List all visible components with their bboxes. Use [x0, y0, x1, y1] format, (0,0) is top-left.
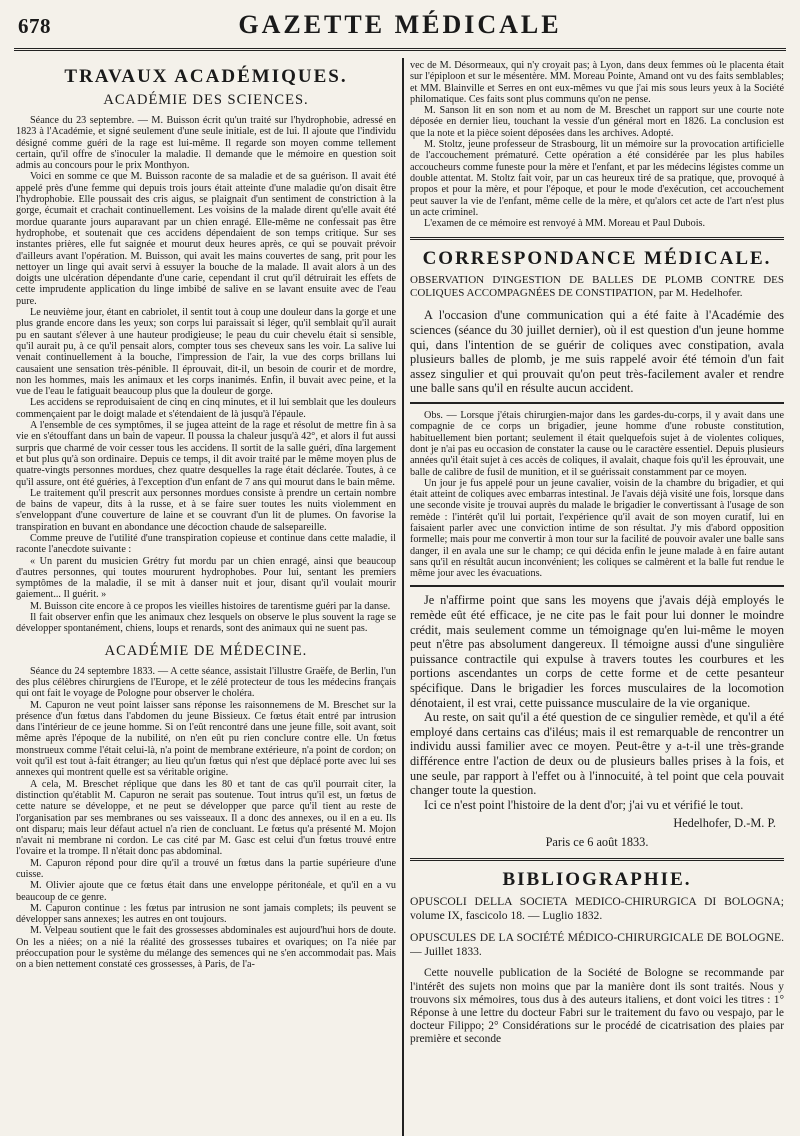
medecine-paragraph: M. Capuron continue : les fœtus par intrusion ne sont jamais complets; ils peuvent se développer sans annexes; les autres en ont toujours. [16, 902, 396, 926]
medecine-paragraph: M. Capuron répond pour dire qu'il a trouvé un fœtus dans la partie supérieure d'une cuisse. [16, 857, 396, 880]
conclusion-paragraph: Au reste, on sait qu'il a été question de ce singulier remède, et qu'il a été employé dans certains cas d'iléus; mais il est remarquable de rencontrer un individu aussi familier avec ce moyen. Peut-être y a-t-il une très-grande différence entre l'action de deux ou de plusieurs balles prises à la fois, et une seule, par rapport à l'effet ou à l'innocuité, à tel point que cela pouvait changer toute la question. [410, 710, 784, 798]
correspondance-subtitle: OBSERVATION D'INGESTION DE BALLES DE PLOMB CONTRE DES COLIQUES ACCOMPAGNÉES DE CONSTIPATION, par M. Hedelhofer. [410, 274, 784, 300]
continued-paragraph: L'examen de ce mémoire est renvoyé à MM. Moreau et Paul Dubois. [424, 218, 706, 230]
observation-paragraph: Obs. — Lorsque j'étais chirurgien-major dans les gardes-du-corps, il y avait dans une compagnie de ce corps un brigadier, jeune homme d'une robuste constitution, habituellement bien portant; seulement il était quelquefois sujet à de violentes coliques, dont je n'ai pas eu occasion de constater la cause ou le caractère essentiel. Depuis plusieurs années qu'il était sujet à ces accès de coliques, il avalait, chaque fois qu'il les éprouvait, une balle de calibre de fusil de munition, et il se guérissait constamment par ce moyen. [410, 410, 784, 478]
section-rule [410, 237, 784, 240]
sciences-paragraph: Séance du 23 septembre. — M. Buisson écrit qu'un traité sur l'hydrophobie, adressé en 1823 à l'Académie, et signé seulement d'une seule initiale, est de lui. Il ajoute que l'individu désigné comme guéri de la rage est lui-même. Il regarde son moyen comme tellement certain, qu'il offre de s'inoculer la maladie. Il demande que le mémoire en question soit admis au concours pour le prix Monthyon. [16, 115, 396, 172]
observation-rule [410, 585, 784, 587]
correspondance-intro: A l'occasion d'une communication qui a été faite à l'Académie des sciences (séance du 30 juillet dernier), où il est question d'un jeune homme qui, dans l'intention de se guérir de coliques avec constipation, avala plusieurs balles de plomb, je me suis rappelé avoir été témoin d'un fait assez singulier et qui prouvait qu'on peut très-facilement avaler et rendre une balle sans qu'il en résulte aucun accident. [410, 308, 784, 396]
place-date: Paris ce 6 août 1833. [545, 835, 649, 850]
sciences-paragraph: Il fait observer enfin que les animaux chez lesquels on observe le plus souvent la rage se développer spontanément, chiens, loups et renards, sont des animaux qui ne suent pas. [16, 612, 396, 635]
page-number: 678 [18, 14, 51, 38]
section-rule [410, 858, 784, 861]
sciences-paragraph: A l'ensemble de ces symptômes, il se jugea atteint de la rage et résolut de mettre fin à sa vie en s'étouffant dans un bain de vapeur. Il poussa la chaleur jusqu'à 42°, et alors il fut aussi surpris que charmé de voir cesser tous les accidens. Il sortit de la salle guéri, dîna largement et but plus qu'à son ordinaire. Depuis ce temps, il dit avoir traité par le même moyen plus de quatre-vingts personnes mordues, chez quatre desquelles la rage était déclarée. Toutes, à ce qu'il assure, ont été guéries, à l'exception d'un enfant de 7 ans qui mourut dans le bain même. [16, 420, 396, 488]
sciences-paragraph: Le neuvième jour, étant en cabriolet, il sentit tout à coup une douleur dans la gorge et une plus grande encore dans les yeux; son corps lui paraissait si léger, qu'il semblait qu'il aurait pu en sautant s'élever à une hauteur prodigieuse; le peau du cuir chevelu était si sensible, qu'il aurait pu, à ce qu'il pensait alors, compter tous ses cheveux sans les voir. La salive lui venait continuellement à la bouche, l'impression de l'air, la vue des corps brillans lui causaient une sensation très-pénible. Il éprouvait, dit-il, un besoin de courir et de mordre, non les hommes, mais les animaux et les corps inanimés. Enfin, il buvait avec peine, et la vue de l'eau le fatiguait beaucoup plus que la douleur de gorge. [16, 307, 396, 398]
subsection-title-medecine: ACADÉMIE DE MÉDECINE. [104, 642, 308, 659]
sciences-paragraph: Les accidens se reproduisaient de cinq en cinq minutes, et il lui semblait que les douleurs commençaient par le doigt malade et s'étendaient de là jusqu'à l'épaule. [16, 397, 396, 420]
continued-paragraph: M. Sanson lit en son nom et au nom de M. Breschet un rapport sur une courte note déposée en dernier lieu, touchant la vessie d'un général mort en 1826. La conclusion est que la note et la pièce soient déposées dans les archives. Adopté. [410, 105, 784, 139]
conclusion-paragraph: Je n'affirme point que sans les moyens que j'avais déjà employés le remède eût été efficace, je ne cite pas le fait pour lui donner le moindre crédit, mais seulement comme un témoignage qu'en lui-même le moyen peut n'être pas absolument dangereux. Il témoigne aussi d'une singulière puissance contractile qui expulse à travers toutes les courbures et les portions ascendantes un corps de cette forme et de cette pesanteur spécifique. Dans le brigadier les forces musculaires de la locomotion dénotaient, il est vrai, cette puissance musculaire de la vie organique. [410, 593, 784, 710]
medecine-paragraph: M. Velpeau soutient que le fait des grossesses abdominales est aujourd'hui hors de doute. On les a niées; on a nié la réalité des grossesses tubaires et ovariques; on l'a niée par préoccupation pour le système du mélange des semences qui ne s'en accommodait pas. Mais on a bien nettement constaté ces grossesses, à Paris, de l'a- [16, 925, 396, 971]
section-title-bibliographie: BIBLIOGRAPHIE. [502, 869, 692, 891]
bibliography-reference: OPUSCOLI DELLA SOCIETA MEDICO-CHIRURGICA DI BOLOGNA; volume IX, fascicolo 18. — Luglio 1832. [410, 895, 784, 923]
bibliography-reference: OPUSCULES DE LA SOCIÉTÉ MÉDICO-CHIRURGICALE DE BOLOGNE. — Juillet 1833. [410, 931, 784, 959]
sciences-paragraph: Le traitement qu'il prescrit aux personnes mordues consiste à prendre un certain nombre de bains de vapeur, dits à la russe, et à se faire suer toutes les nuits violemment en s'enveloppant d'une couverture de laine et se couvrant d'un lit de plumes. On favorise la transpiration en buvant en abondance une décoction chaude de salsepareille. [16, 487, 396, 533]
sciences-paragraph: Voici en somme ce que M. Buisson raconte de sa maladie et de sa guérison. Il avait été appelé près d'une femme qui depuis trois jours était atteinte d'une maladie qu'on disait être l'hydrophobie. Elle poussait des cris aigus, se plaignait d'un sentiment de constriction à la gorge, écumait et crachait continuellement. Les voisins de la malade dirent qu'elle avait été mordue quarante jours auparavant par un chien enragé. Elle-même ne confessait pas être hydrophobe, et soutenait que ces accidens dépendaient de son temps critique. Sur ses instantes prières, elle fut saignée et mourut deux heures après, ce qui se pouvait prévoir d'ailleurs avant l'opération. M. Buisson, qui avait les mains couvertes de sang, prit pour les nettoyer un linge qui avait servi à essuyer la bouche de la malade. Il avait alors à un des doigts une ulcération dépendante d'une carie, cependant il crut qu'il détruirait les effets de cette imprudente application du linge imbibé de salive en se lavant ensuite avec de l'eau pure. [16, 171, 396, 307]
continued-paragraph: vec de M. Désormeaux, qui n'y croyait pas; à Lyon, dans deux femmes où le placenta était sur l'épiploon et sur le mésentère. MM. Moreau Pointe, Amand ont vu des faits semblables; et MM. Blainville et Serres en ont eux-mêmes vu que j'ai mis sous leurs yeux à la Société philomatique. Ces faits sont plus communs qu'on ne pense. [410, 60, 784, 105]
continued-paragraph: M. Stoltz, jeune professeur de Strasbourg, lit un mémoire sur la provocation artificielle de l'accouchement prématuré. Cette opération a été considérée par les plus habiles accoucheurs comme funeste pour la mère et l'enfant, et par les médecins légistes comme un double attentat. M. Stoltz fait voir, par un cas heureux tiré de sa pratique, que, provoqué à propos et pour la mère, et pour l'époque, et pour le mode d'exécution, cet accouchement peut sauver la vie de l'enfant, même celle de la mère, et qu'alors cet acte de l'art n'est plus un acte criminel. [410, 139, 784, 218]
conclusion-paragraph: Ici ce n'est point l'histoire de la dent d'or; j'ai vu et vérifié le tout. [424, 797, 744, 812]
masthead: GAZETTE MÉDICALE [238, 10, 562, 39]
medecine-paragraph: A cela, M. Breschet réplique que dans les 80 et tant de cas qu'il pourrait citer, la distinction qu'établit M. Capuron ne serait pas soutenue. Tout intrus qu'il est, un fœtus de cette nature se développe, et ne peut se développer que parce qu'il tient au reste de l'organisation par ses membranes ou ses vaisseaux. Il a donc des annexes, ou il en a eu. Ils ont disparu; mais leur défaut actuel n'a rien de concluant. Le fœtus qu'a présenté M. Mojon n'avait ni membrane ni cordon. Le cas cité par M. Gasc est celui d'un fœtus trouvé entre l'ovaire et la trompe. Il n'était donc pas abdominal. [16, 778, 396, 858]
left-column [16, 60, 396, 1136]
subsection-title-sciences: ACADÉMIE DES SCIENCES. [103, 92, 309, 108]
medecine-paragraph: M. Capuron ne veut point laisser sans réponse les raisonnemens de M. Breschet sur la présence d'un fœtus dans l'abdomen du jeune Bissieux. Ce fœtus était entré par intrusion dans l'intérieur de ce jeune homme. Si on l'eût rencontré dans une jeune fille, soit avant, soit même après l'époque de la nubilité, on n'en eût pu rien conclure contre elle. Un fœtus monstrueux comme l'était celui-là, n'a point de membrane extérieure, n'a point de cordon; on voit qu'il est tout à-fait étranger; au lieu qu'un fœtus qui n'est que déplacé porte avec lui ses annexes qui montrent quelle est sa véritable origine. [16, 699, 396, 779]
medecine-paragraph: Séance du 24 septembre 1833. — A cette séance, assistait l'illustre Graëfe, de Berlin, l'un des plus célèbres chirurgiens de l'Europe, et le zélé protecteur de tous les médecins français qui ont fait le voyage de Pologne pour observer le choléra. [16, 665, 396, 700]
sciences-paragraph: « Un parent du musicien Grétry fut mordu par un chien enragé, ainsi que beaucoup d'autres personnes, qui toutes moururent hydrophobes. Pour lui, sentant les premiers symptômes de la maladie, il se mit à danser nuit et jour, disant qu'il voulait mourir gaiement... Il guérit. » [16, 555, 396, 601]
column-separator [402, 58, 404, 1136]
sciences-paragraph: Comme preuve de l'utilité d'une transpiration copieuse et continue dans cette maladie, il raconte l'anecdote suivante : [16, 532, 396, 556]
observation-paragraph: Un jour je fus appelé pour un jeune cavalier, voisin de la chambre du brigadier, et qui était atteint de coliques avec embarras intestinal. Je l'avais déjà visité une fois, lorsque dans une seconde visite je trouvai auprès du malade le brigadier le convertissant à l'usage de son remède : l'intérêt qu'il lui portait, l'expérience qu'il avait de son moyen curatif, lui en faisaient parler avec une conviction intime de son résultat. J'y mis d'abord opposition formelle; mais pour me convertir à mon tour sur la facilité de pouvoir avaler une balle sans danger, il en avala une sur le champ; ce qui décida enfin le jeune malade à en faire autant sans qu'il en résultât aucun inconvénient; les coliques se calmèrent et la balle fut rendue le même jour avec les évacuations. [410, 477, 784, 580]
medecine-paragraph: M. Olivier ajoute que ce fœtus était dans une enveloppe péritonéale, et qu'il en a vu beaucoup de ce genre. [16, 880, 396, 903]
author-signature: Hedelhofer, D.-M. P. [673, 816, 776, 831]
section-title-correspondance: CORRESPONDANCE MÉDICALE. [422, 248, 772, 270]
section-title-travaux: TRAVAUX ACADÉMIQUES. [64, 66, 348, 87]
sciences-paragraph: M. Buisson cite encore à ce propos les vieilles histoires de tarentisme guéri par la danse. [30, 600, 391, 612]
masthead-rule [14, 48, 786, 51]
bibliography-paragraph: Cette nouvelle publication de la Société de Bologne se recommande par l'intérêt des sujets non moins que par la manière dont ils sont traités. Nous y trouvons six mémoires, tous dus à des auteurs italiens, et dont voici les titres : 1° Réponse à une lettre du docteur Fabri sur le traitement du favo ou vespajo, par le docteur Filippo; 2° Considérations sur le procédé de cicatrisation des plaies par première et seconde [410, 967, 784, 1046]
right-column [410, 60, 784, 1136]
intro-rule [410, 402, 784, 404]
